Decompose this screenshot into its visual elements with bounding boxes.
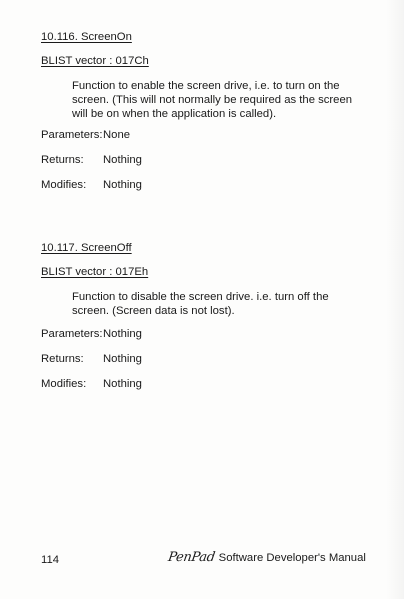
description-line: will be on when the application is called). bbox=[72, 108, 277, 120]
parameters-value: Nothing bbox=[103, 328, 142, 340]
description-screenon bbox=[72, 79, 372, 121]
blist-vector-screenon: BLIST vector : 017Ch bbox=[41, 55, 149, 67]
penpad-logo: PenPad bbox=[167, 550, 216, 565]
description-line: Function to enable the screen drive, i.e. to turn on the bbox=[72, 80, 340, 92]
returns-label: Returns: bbox=[41, 154, 84, 166]
modifies-label: Modifies: bbox=[41, 179, 87, 191]
page-number: 114 bbox=[41, 554, 60, 566]
modifies-value: Nothing bbox=[103, 378, 142, 390]
returns-label: Returns: bbox=[41, 353, 84, 365]
description-line: screen. (This will not normally be required as the screen bbox=[72, 94, 353, 106]
returns-value: Nothing bbox=[103, 353, 142, 365]
modifies-label: Modifies: bbox=[41, 378, 87, 390]
blist-vector-screenoff: BLIST vector : 017Eh bbox=[41, 266, 149, 278]
footer-title bbox=[168, 551, 366, 565]
description-line: Function to disable the screen drive. i.e. turn off the bbox=[72, 291, 329, 303]
description-line: screen. (Screen data is not lost). bbox=[72, 305, 235, 317]
page-edge-shadow bbox=[386, 0, 404, 599]
parameters-label: Parameters: bbox=[41, 328, 103, 340]
description-screenoff bbox=[72, 290, 372, 318]
section-heading-screenon: 10.116. ScreenOn bbox=[41, 31, 132, 43]
modifies-value: Nothing bbox=[103, 179, 142, 191]
parameters-label: Parameters: bbox=[41, 129, 103, 141]
manual-title: Software Developer's Manual bbox=[218, 552, 366, 564]
returns-value: Nothing bbox=[103, 154, 142, 166]
section-heading-screenoff: 10.117. ScreenOff bbox=[41, 242, 132, 254]
parameters-value: None bbox=[103, 129, 131, 141]
